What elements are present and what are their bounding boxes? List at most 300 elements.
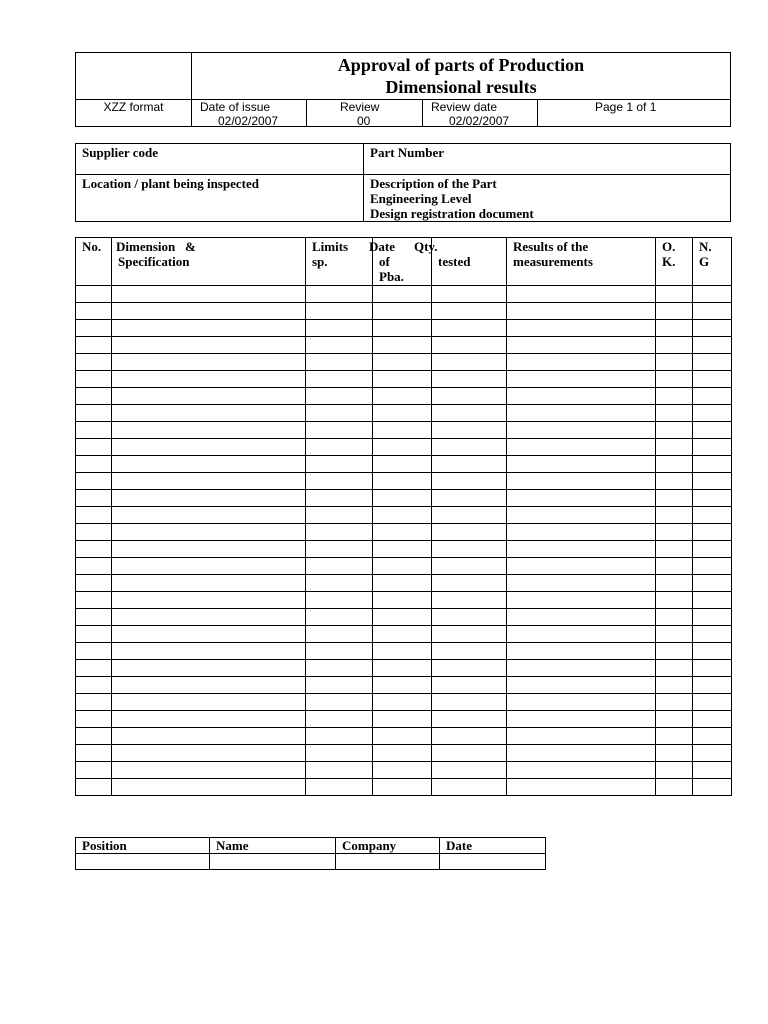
results-cell[interactable] — [507, 745, 656, 762]
measurement-row — [76, 388, 732, 405]
no-cell[interactable] — [76, 626, 112, 643]
results-cell[interactable] — [507, 456, 656, 473]
dimension-cell[interactable] — [112, 422, 306, 439]
ng-cell[interactable] — [693, 354, 732, 371]
dimension-cell[interactable] — [112, 745, 306, 762]
limits-cell[interactable] — [306, 626, 373, 643]
no-cell[interactable] — [76, 422, 112, 439]
limits-cell[interactable] — [306, 490, 373, 507]
qty-cell[interactable] — [432, 286, 507, 303]
ok-cell[interactable] — [656, 286, 693, 303]
measurement-row — [76, 609, 732, 626]
no-cell[interactable] — [76, 728, 112, 745]
limits-cell[interactable] — [306, 286, 373, 303]
ok-cell[interactable] — [656, 337, 693, 354]
results-cell[interactable] — [507, 728, 656, 745]
no-cell[interactable] — [76, 677, 112, 694]
measurement-row — [76, 473, 732, 490]
date-cell[interactable] — [373, 541, 432, 558]
ng-cell[interactable] — [693, 456, 732, 473]
results-cell[interactable] — [507, 354, 656, 371]
dimension-cell[interactable] — [112, 405, 306, 422]
measurement-row — [76, 507, 732, 524]
qty-cell[interactable] — [432, 745, 507, 762]
dimension-cell[interactable] — [112, 286, 306, 303]
dimension-cell[interactable] — [112, 524, 306, 541]
ok-cell[interactable] — [656, 507, 693, 524]
ok-cell[interactable] — [656, 677, 693, 694]
date-cell[interactable] — [373, 337, 432, 354]
dimension-cell[interactable] — [112, 694, 306, 711]
ok-cell[interactable] — [656, 694, 693, 711]
ok-cell[interactable] — [656, 456, 693, 473]
ok-cell[interactable] — [656, 779, 693, 796]
ok-cell[interactable] — [656, 371, 693, 388]
date-field[interactable] — [440, 854, 546, 870]
date-cell[interactable] — [373, 558, 432, 575]
format-cell — [76, 100, 192, 126]
measurement-row — [76, 643, 732, 660]
ok-cell[interactable] — [656, 643, 693, 660]
limits-cell[interactable] — [306, 609, 373, 626]
engineering-level-label: Engineering Level — [370, 191, 472, 206]
ok-cell[interactable] — [656, 575, 693, 592]
ok-cell[interactable] — [656, 524, 693, 541]
qty-cell[interactable] — [432, 337, 507, 354]
results-cell[interactable] — [507, 643, 656, 660]
ok-cell[interactable] — [656, 558, 693, 575]
qty-cell[interactable] — [432, 541, 507, 558]
no-cell[interactable] — [76, 762, 112, 779]
limits-cell[interactable] — [306, 677, 373, 694]
name-field[interactable] — [210, 854, 336, 870]
dimension-cell[interactable] — [112, 371, 306, 388]
qty-cell[interactable] — [432, 677, 507, 694]
dimension-cell[interactable] — [112, 507, 306, 524]
qty-cell[interactable] — [432, 643, 507, 660]
no-cell[interactable] — [76, 405, 112, 422]
date-cell[interactable] — [373, 575, 432, 592]
results-cell[interactable] — [507, 541, 656, 558]
ok-cell[interactable] — [656, 728, 693, 745]
dimension-cell[interactable] — [112, 677, 306, 694]
ng-cell[interactable] — [693, 405, 732, 422]
ng-cell[interactable] — [693, 609, 732, 626]
col-header-results: Results of the measurements — [507, 238, 656, 286]
no-cell[interactable] — [76, 286, 112, 303]
date-cell[interactable] — [373, 728, 432, 745]
results-cell[interactable] — [507, 303, 656, 320]
dimension-cell[interactable] — [112, 541, 306, 558]
dimension-cell[interactable] — [112, 337, 306, 354]
date-cell[interactable] — [373, 592, 432, 609]
page-number: Page 1 of 1 — [595, 100, 657, 114]
date-cell[interactable] — [373, 456, 432, 473]
results-cell[interactable] — [507, 490, 656, 507]
qty-cell[interactable] — [432, 422, 507, 439]
date-cell[interactable] — [373, 439, 432, 456]
results-cell[interactable] — [507, 558, 656, 575]
limits-cell[interactable] — [306, 558, 373, 575]
date-cell[interactable] — [373, 643, 432, 660]
title-line-2: Dimensional results — [385, 77, 537, 97]
ok-cell[interactable] — [656, 473, 693, 490]
date-cell[interactable] — [373, 660, 432, 677]
review-date-value: 02/02/2007 — [449, 114, 510, 128]
review-cell — [307, 100, 423, 126]
ok-cell[interactable] — [656, 660, 693, 677]
no-cell[interactable] — [76, 660, 112, 677]
results-cell[interactable] — [507, 473, 656, 490]
results-cell[interactable] — [507, 439, 656, 456]
no-cell[interactable] — [76, 711, 112, 728]
results-cell[interactable] — [507, 371, 656, 388]
ng-cell[interactable] — [693, 541, 732, 558]
dimension-cell[interactable] — [112, 303, 306, 320]
limits-cell[interactable] — [306, 439, 373, 456]
position-field[interactable] — [76, 854, 210, 870]
no-cell[interactable] — [76, 541, 112, 558]
no-cell[interactable] — [76, 320, 112, 337]
ng-cell[interactable] — [693, 473, 732, 490]
qty-cell[interactable] — [432, 354, 507, 371]
ok-cell[interactable] — [656, 405, 693, 422]
location-label: Location / plant being inspected — [82, 176, 259, 191]
no-cell[interactable] — [76, 643, 112, 660]
measurement-row — [76, 558, 732, 575]
review-date-label: Review date — [431, 100, 498, 114]
ok-cell[interactable] — [656, 490, 693, 507]
date-cell[interactable] — [373, 762, 432, 779]
date-cell[interactable] — [373, 779, 432, 796]
ok-cell[interactable] — [656, 711, 693, 728]
limits-cell[interactable] — [306, 354, 373, 371]
results-cell[interactable] — [507, 337, 656, 354]
ng-cell[interactable] — [693, 320, 732, 337]
qty-cell[interactable] — [432, 507, 507, 524]
limits-cell[interactable] — [306, 592, 373, 609]
qty-cell[interactable] — [432, 303, 507, 320]
ok-cell[interactable] — [656, 388, 693, 405]
position-header: Position — [76, 838, 210, 854]
limits-cell[interactable] — [306, 524, 373, 541]
date-cell[interactable] — [373, 371, 432, 388]
dimension-cell[interactable] — [112, 456, 306, 473]
document-header — [75, 52, 731, 127]
dimension-cell[interactable] — [112, 711, 306, 728]
qty-cell[interactable] — [432, 626, 507, 643]
ok-cell[interactable] — [656, 541, 693, 558]
limits-cell[interactable] — [306, 303, 373, 320]
results-cell[interactable] — [507, 507, 656, 524]
signoff-header-row — [76, 838, 546, 854]
date-cell[interactable] — [373, 490, 432, 507]
ng-cell[interactable] — [693, 745, 732, 762]
qty-cell[interactable] — [432, 779, 507, 796]
ok-cell[interactable] — [656, 320, 693, 337]
limits-cell[interactable] — [306, 456, 373, 473]
no-cell[interactable] — [76, 473, 112, 490]
date-cell[interactable] — [373, 609, 432, 626]
measurement-rows — [76, 286, 732, 796]
measurement-row — [76, 694, 732, 711]
no-cell[interactable] — [76, 439, 112, 456]
ng-cell[interactable] — [693, 558, 732, 575]
review-value: 00 — [357, 114, 371, 128]
date-cell[interactable] — [373, 473, 432, 490]
results-cell[interactable] — [507, 286, 656, 303]
date-cell[interactable] — [373, 677, 432, 694]
no-cell[interactable] — [76, 524, 112, 541]
results-cell[interactable] — [507, 779, 656, 796]
qty-cell[interactable] — [432, 711, 507, 728]
qty-cell[interactable] — [432, 575, 507, 592]
format-label: XZZ format — [103, 100, 164, 114]
qty-cell[interactable] — [432, 320, 507, 337]
date-cell[interactable] — [373, 745, 432, 762]
dimension-cell[interactable] — [112, 490, 306, 507]
measurement-row — [76, 779, 732, 796]
no-cell[interactable] — [76, 575, 112, 592]
dimension-cell[interactable] — [112, 558, 306, 575]
ok-cell[interactable] — [656, 354, 693, 371]
measurement-row — [76, 371, 732, 388]
ng-cell[interactable] — [693, 286, 732, 303]
company-header: Company — [336, 838, 440, 854]
measurement-row — [76, 677, 732, 694]
ng-cell[interactable] — [693, 677, 732, 694]
results-cell[interactable] — [507, 694, 656, 711]
results-cell[interactable] — [507, 405, 656, 422]
no-cell[interactable] — [76, 490, 112, 507]
limits-cell[interactable] — [306, 541, 373, 558]
date-header: Date — [440, 838, 546, 854]
qty-cell[interactable] — [432, 728, 507, 745]
results-cell[interactable] — [507, 762, 656, 779]
measurement-row — [76, 660, 732, 677]
qty-cell[interactable] — [432, 388, 507, 405]
measurement-row — [76, 745, 732, 762]
part-number-cell — [364, 144, 730, 175]
dimension-cell[interactable] — [112, 626, 306, 643]
ng-cell[interactable] — [693, 388, 732, 405]
qty-cell[interactable] — [432, 456, 507, 473]
limits-cell[interactable] — [306, 643, 373, 660]
dimension-cell[interactable] — [112, 320, 306, 337]
date-cell[interactable] — [373, 405, 432, 422]
results-cell[interactable] — [507, 524, 656, 541]
date-cell[interactable] — [373, 354, 432, 371]
date-cell[interactable] — [373, 388, 432, 405]
dimension-cell[interactable] — [112, 388, 306, 405]
ng-cell[interactable] — [693, 728, 732, 745]
no-cell[interactable] — [76, 388, 112, 405]
ok-cell[interactable] — [656, 762, 693, 779]
date-cell[interactable] — [373, 711, 432, 728]
ng-cell[interactable] — [693, 660, 732, 677]
ng-cell[interactable] — [693, 694, 732, 711]
qty-cell[interactable] — [432, 609, 507, 626]
no-cell[interactable] — [76, 337, 112, 354]
limits-cell[interactable] — [306, 711, 373, 728]
limits-cell[interactable] — [306, 320, 373, 337]
qty-cell[interactable] — [432, 490, 507, 507]
qty-cell[interactable] — [432, 592, 507, 609]
results-cell[interactable] — [507, 677, 656, 694]
measurement-row — [76, 490, 732, 507]
dimension-cell[interactable] — [112, 575, 306, 592]
ok-cell[interactable] — [656, 626, 693, 643]
qty-cell[interactable] — [432, 762, 507, 779]
name-header: Name — [210, 838, 336, 854]
col-header-dimension: Dimension & Specification — [112, 238, 306, 286]
ok-cell[interactable] — [656, 745, 693, 762]
qty-cell[interactable] — [432, 694, 507, 711]
measurement-row — [76, 439, 732, 456]
date-cell[interactable] — [373, 524, 432, 541]
date-cell[interactable] — [373, 694, 432, 711]
ok-cell[interactable] — [656, 303, 693, 320]
limits-cell[interactable] — [306, 660, 373, 677]
col-header-no: No. — [76, 238, 112, 286]
ng-cell[interactable] — [693, 779, 732, 796]
location-cell — [76, 175, 364, 221]
no-cell[interactable] — [76, 507, 112, 524]
no-cell[interactable] — [76, 694, 112, 711]
qty-cell[interactable] — [432, 371, 507, 388]
results-cell[interactable] — [507, 422, 656, 439]
qty-cell[interactable] — [432, 660, 507, 677]
measurement-row — [76, 762, 732, 779]
col-header-ok: O. K. — [656, 238, 693, 286]
no-cell[interactable] — [76, 609, 112, 626]
limits-cell[interactable] — [306, 575, 373, 592]
qty-cell[interactable] — [432, 524, 507, 541]
limits-cell[interactable] — [306, 507, 373, 524]
limits-cell[interactable] — [306, 337, 373, 354]
description-label: Description of the Part — [370, 176, 497, 191]
ng-cell[interactable] — [693, 337, 732, 354]
col-header-ng: N. G — [693, 238, 732, 286]
ok-cell[interactable] — [656, 609, 693, 626]
ng-cell[interactable] — [693, 643, 732, 660]
date-of-issue-cell — [192, 100, 307, 126]
limits-cell[interactable] — [306, 473, 373, 490]
qty-cell[interactable] — [432, 473, 507, 490]
qty-cell[interactable] — [432, 439, 507, 456]
measurement-row — [76, 592, 732, 609]
dimension-cell[interactable] — [112, 592, 306, 609]
limits-cell[interactable] — [306, 694, 373, 711]
dimension-cell[interactable] — [112, 762, 306, 779]
measurement-row — [76, 711, 732, 728]
measurement-row — [76, 320, 732, 337]
limits-cell[interactable] — [306, 422, 373, 439]
date-cell[interactable] — [373, 320, 432, 337]
ng-cell[interactable] — [693, 762, 732, 779]
no-cell[interactable] — [76, 371, 112, 388]
qty-cell[interactable] — [432, 558, 507, 575]
measurement-row — [76, 575, 732, 592]
measurement-row — [76, 422, 732, 439]
results-cell[interactable] — [507, 388, 656, 405]
ng-cell[interactable] — [693, 303, 732, 320]
no-cell[interactable] — [76, 456, 112, 473]
date-cell[interactable] — [373, 626, 432, 643]
limits-cell[interactable] — [306, 779, 373, 796]
limits-cell[interactable] — [306, 762, 373, 779]
ok-cell[interactable] — [656, 422, 693, 439]
results-cell[interactable] — [507, 609, 656, 626]
no-cell[interactable] — [76, 558, 112, 575]
col-header-qty: Qty. tested — [432, 238, 507, 286]
ok-cell[interactable] — [656, 592, 693, 609]
logo-placeholder-cell — [76, 53, 192, 99]
company-field[interactable] — [336, 854, 440, 870]
limits-cell[interactable] — [306, 405, 373, 422]
no-cell[interactable] — [76, 745, 112, 762]
measurement-row — [76, 728, 732, 745]
ng-cell[interactable] — [693, 524, 732, 541]
ng-cell[interactable] — [693, 371, 732, 388]
ng-cell[interactable] — [693, 592, 732, 609]
ng-cell[interactable] — [693, 575, 732, 592]
ng-cell[interactable] — [693, 711, 732, 728]
measurement-row — [76, 354, 732, 371]
results-cell[interactable] — [507, 575, 656, 592]
ng-cell[interactable] — [693, 490, 732, 507]
results-cell[interactable] — [507, 320, 656, 337]
ng-cell[interactable] — [693, 507, 732, 524]
part-number-label: Part Number — [370, 145, 445, 160]
dimension-cell[interactable] — [112, 354, 306, 371]
measurement-row — [76, 524, 732, 541]
results-cell[interactable] — [507, 660, 656, 677]
dimension-cell[interactable] — [112, 473, 306, 490]
ng-cell[interactable] — [693, 439, 732, 456]
date-of-issue-label: Date of issue — [200, 100, 271, 114]
supplier-code-label: Supplier code — [82, 145, 158, 160]
date-cell[interactable] — [373, 422, 432, 439]
dimension-cell[interactable] — [112, 643, 306, 660]
date-cell[interactable] — [373, 507, 432, 524]
ng-cell[interactable] — [693, 626, 732, 643]
dimension-cell[interactable] — [112, 609, 306, 626]
dimension-cell[interactable] — [112, 728, 306, 745]
no-cell[interactable] — [76, 592, 112, 609]
no-cell[interactable] — [76, 303, 112, 320]
date-cell[interactable] — [373, 303, 432, 320]
limits-cell[interactable] — [306, 388, 373, 405]
limits-cell[interactable] — [306, 371, 373, 388]
dimension-cell[interactable] — [112, 779, 306, 796]
dimension-cell[interactable] — [112, 660, 306, 677]
limits-cell[interactable] — [306, 745, 373, 762]
limits-cell[interactable] — [306, 728, 373, 745]
results-cell[interactable] — [507, 592, 656, 609]
ng-cell[interactable] — [693, 422, 732, 439]
results-cell[interactable] — [507, 711, 656, 728]
results-cell[interactable] — [507, 626, 656, 643]
no-cell[interactable] — [76, 779, 112, 796]
design-document-label: Design registration document — [370, 206, 534, 221]
col-header-limits: Limits sp. — [306, 238, 373, 286]
dimension-cell[interactable] — [112, 439, 306, 456]
qty-cell[interactable] — [432, 405, 507, 422]
date-cell[interactable] — [373, 286, 432, 303]
ok-cell[interactable] — [656, 439, 693, 456]
no-cell[interactable] — [76, 354, 112, 371]
